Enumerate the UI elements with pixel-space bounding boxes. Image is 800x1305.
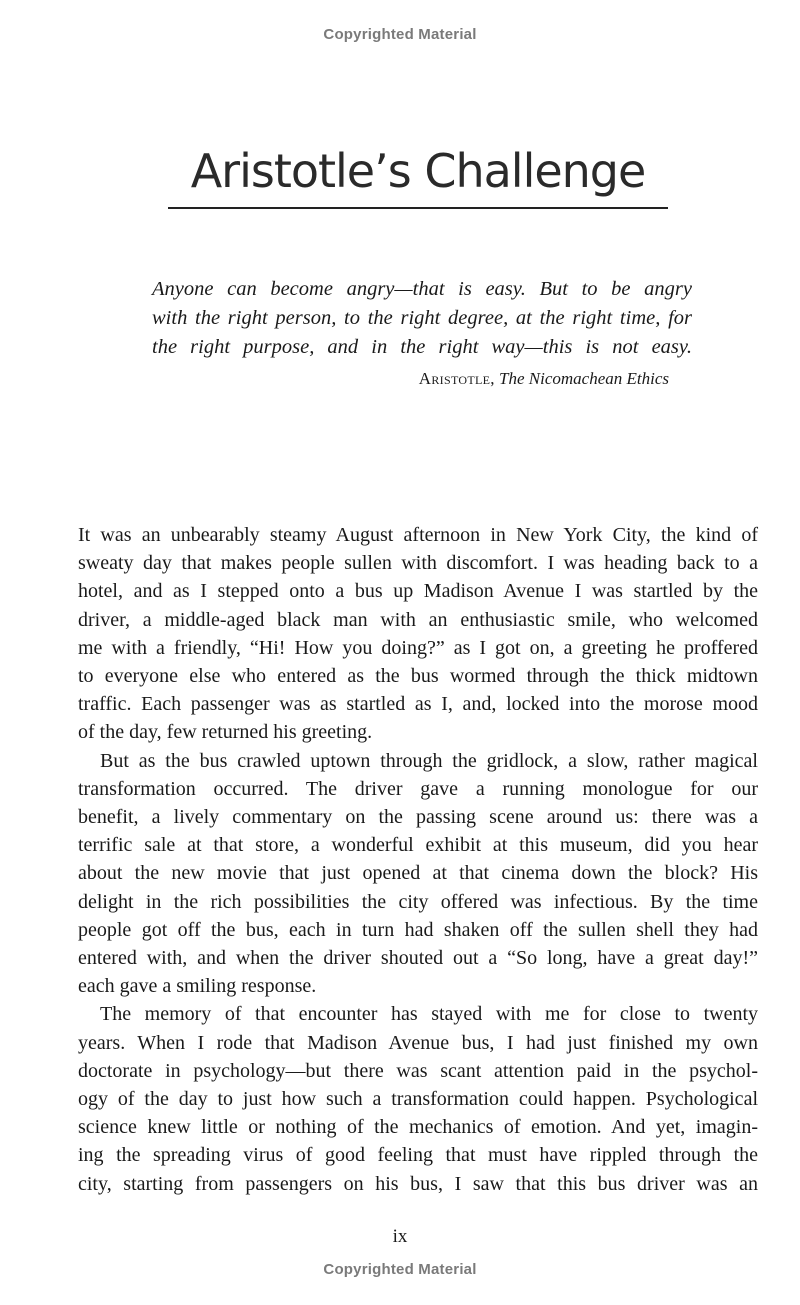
- body-line: years. When I rode that Madison Avenue bus, I had just finished my own: [78, 1031, 758, 1054]
- body-line: transformation occurred. The driver gave a running monologue for our: [78, 777, 758, 800]
- body-line: doctorate in psychology—but there was scant attention paid in the psychol-: [78, 1059, 758, 1082]
- body-line: benefit, a lively commentary on the passing scene around us: there was a: [78, 806, 758, 829]
- body-line: terrific sale at that store, a wonderful exhibit at this museum, did you hear: [78, 834, 758, 857]
- body-line: ogy of the day to just how such a transformation could happen. Psychological: [78, 1088, 758, 1111]
- body-line: about the new movie that just opened at that cinema down the block? His: [78, 862, 758, 885]
- copyright-footer: Copyrighted Material: [323, 1261, 477, 1278]
- title-underline: [168, 207, 668, 209]
- page-number: ix: [392, 1226, 408, 1247]
- body-line: of the day, few returned his greeting.: [78, 721, 373, 744]
- body-line: delight in the rich possibilities the city offered was infectious. By the time: [78, 890, 758, 913]
- chapter-title: Aristotle’s Challenge: [190, 144, 646, 198]
- body-line: to everyone else who entered as the bus wormed through the thick midtown: [78, 665, 758, 688]
- body-text: [78, 521, 758, 1198]
- epigraph-quote: [152, 275, 692, 362]
- body-line: traffic. Each passenger was as startled as I, and, locked into the morose mood: [78, 693, 758, 716]
- body-line: It was an unbearably steamy August afternoon in New York City, the kind of: [78, 524, 758, 546]
- body-line: city, starting from passengers on his bus, I saw that this bus driver was an: [78, 1172, 758, 1195]
- body-line: each gave a smiling response.: [78, 975, 317, 998]
- body-line: hotel, and as I stepped onto a bus up Madison Avenue I was startled by the: [78, 580, 758, 603]
- body-line: sweaty day that makes people sullen with discomfort. I was heading back to a: [78, 552, 758, 575]
- body-line: entered with, and when the driver shouted out a “So long, have a great day!”: [78, 947, 758, 970]
- body-line: people got off the bus, each in turn had shaken off the sullen shell they had: [78, 918, 758, 941]
- body-line: me with a friendly, “Hi! How you doing?” as I got on, a greeting he proffered: [78, 636, 758, 659]
- body-line: The memory of that encounter has stayed with me for close to twenty: [100, 1003, 758, 1026]
- epigraph-author: Aristotle,: [418, 369, 495, 388]
- body-line: science knew little or nothing of the mechanics of emotion. And yet, imagin-: [78, 1116, 758, 1139]
- epigraph-attribution: [300, 369, 669, 389]
- body-line: But as the bus crawled uptown through the gridlock, a slow, rather magical: [100, 749, 758, 772]
- copyright-header: Copyrighted Material: [323, 26, 477, 43]
- body-line: driver, a middle-aged black man with an enthusiastic smile, who welcomed: [78, 608, 758, 631]
- epigraph-line: with the right person, to the right degree, at the right time, for: [152, 307, 692, 329]
- epigraph-line: the right purpose, and in the right way—this is not easy.: [152, 336, 692, 358]
- body-line: ing the spreading virus of good feeling that must have rippled through the: [78, 1144, 758, 1167]
- epigraph-work: The Nicomachean Ethics: [499, 369, 669, 388]
- epigraph-line: Anyone can become angry—that is easy. But to be angry: [152, 278, 692, 300]
